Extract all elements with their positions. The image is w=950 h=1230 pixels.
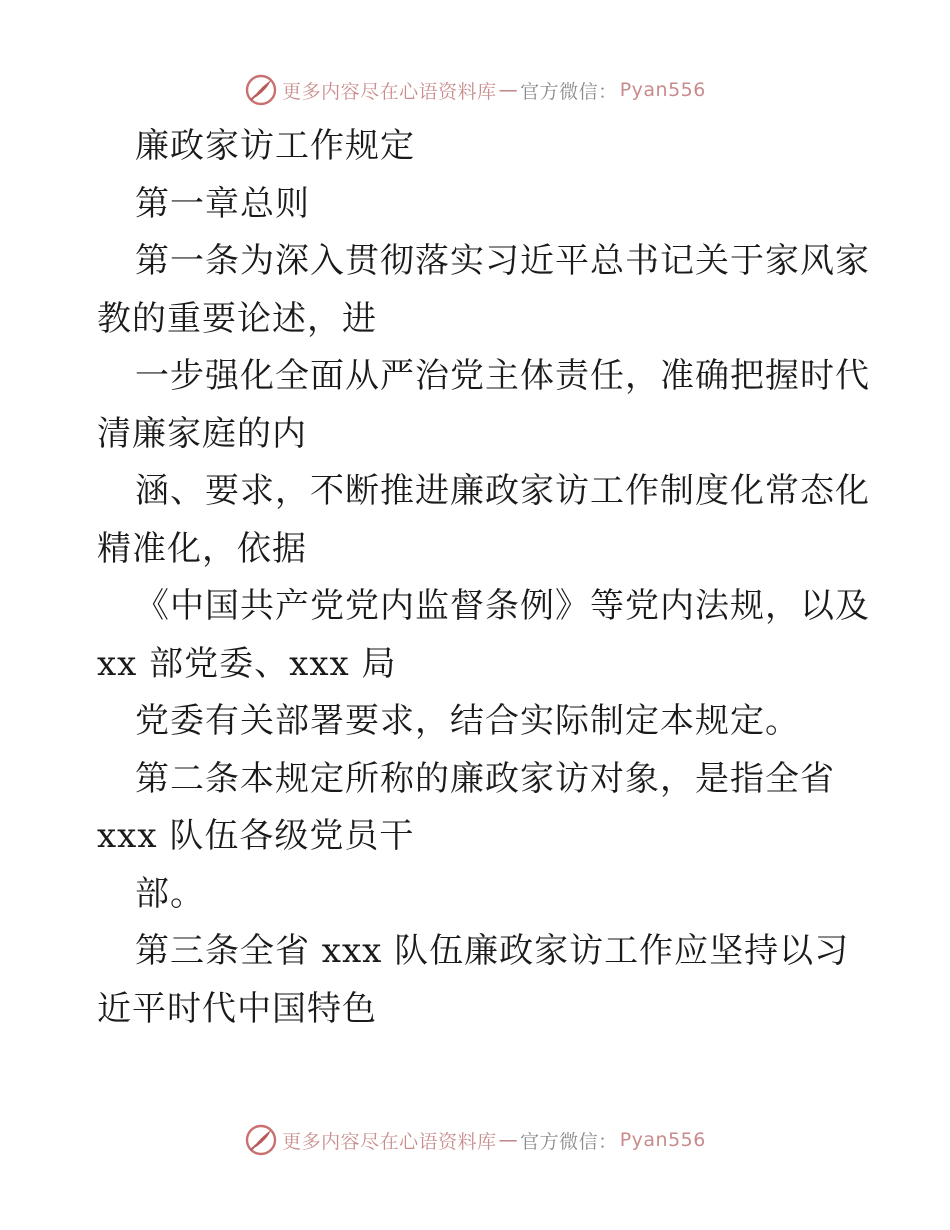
watermark-site-text: 更多内容尽在心语资料库 bbox=[282, 1130, 497, 1153]
paragraph-line: 涵、要求，不断推进廉政家访工作制度化常态化 bbox=[135, 471, 870, 511]
watermark-official-label: 官方微信： bbox=[520, 80, 618, 103]
watermark-footer bbox=[0, 1120, 950, 1160]
feather-quill-logo-icon bbox=[244, 1123, 278, 1157]
paragraph-line: 《中国共产党党内监督条例》等党内法规，以及 bbox=[135, 586, 870, 626]
paragraph-line: 一步强化全面从严治党主体责任，准确把握时代 bbox=[135, 356, 870, 396]
paragraph-line: 第一条为深入贯彻落实习近平总书记关于家风家 bbox=[135, 241, 870, 281]
document-body bbox=[97, 118, 870, 1038]
watermark-site-text: 更多内容尽在心语资料库 bbox=[282, 80, 497, 103]
watermark-separator: — bbox=[498, 79, 519, 101]
watermark-header bbox=[0, 70, 950, 110]
document-title: 廉政家访工作规定 bbox=[135, 126, 415, 166]
paragraph-line: 部。 bbox=[135, 873, 205, 914]
watermark-account-id: Pyan556 bbox=[619, 1129, 706, 1151]
paragraph-line: 精准化，依据 bbox=[97, 528, 307, 569]
chapter-heading: 第一章总则 bbox=[135, 183, 310, 224]
paragraph-line: xx 部党委、xxx 局 bbox=[97, 643, 397, 684]
paragraph-line: 清廉家庭的内 bbox=[97, 413, 307, 454]
watermark-official-label: 官方微信： bbox=[520, 1130, 618, 1153]
paragraph-line: xxx 队伍各级党员干 bbox=[97, 816, 415, 856]
paragraph-line: 教的重要论述，进 bbox=[97, 298, 377, 339]
watermark-account-id: Pyan556 bbox=[619, 79, 706, 101]
paragraph-line: 近平时代中国特色 bbox=[97, 988, 377, 1029]
watermark-separator: — bbox=[498, 1129, 519, 1151]
paragraph-line: 党委有关部署要求，结合实际制定本规定。 bbox=[135, 701, 800, 741]
paragraph-line: 第三条全省 xxx 队伍廉政家访工作应坚持以习 bbox=[135, 931, 850, 971]
paragraph-line: 第二条本规定所称的廉政家访对象，是指全省 bbox=[135, 758, 835, 799]
feather-quill-logo-icon bbox=[244, 73, 278, 107]
